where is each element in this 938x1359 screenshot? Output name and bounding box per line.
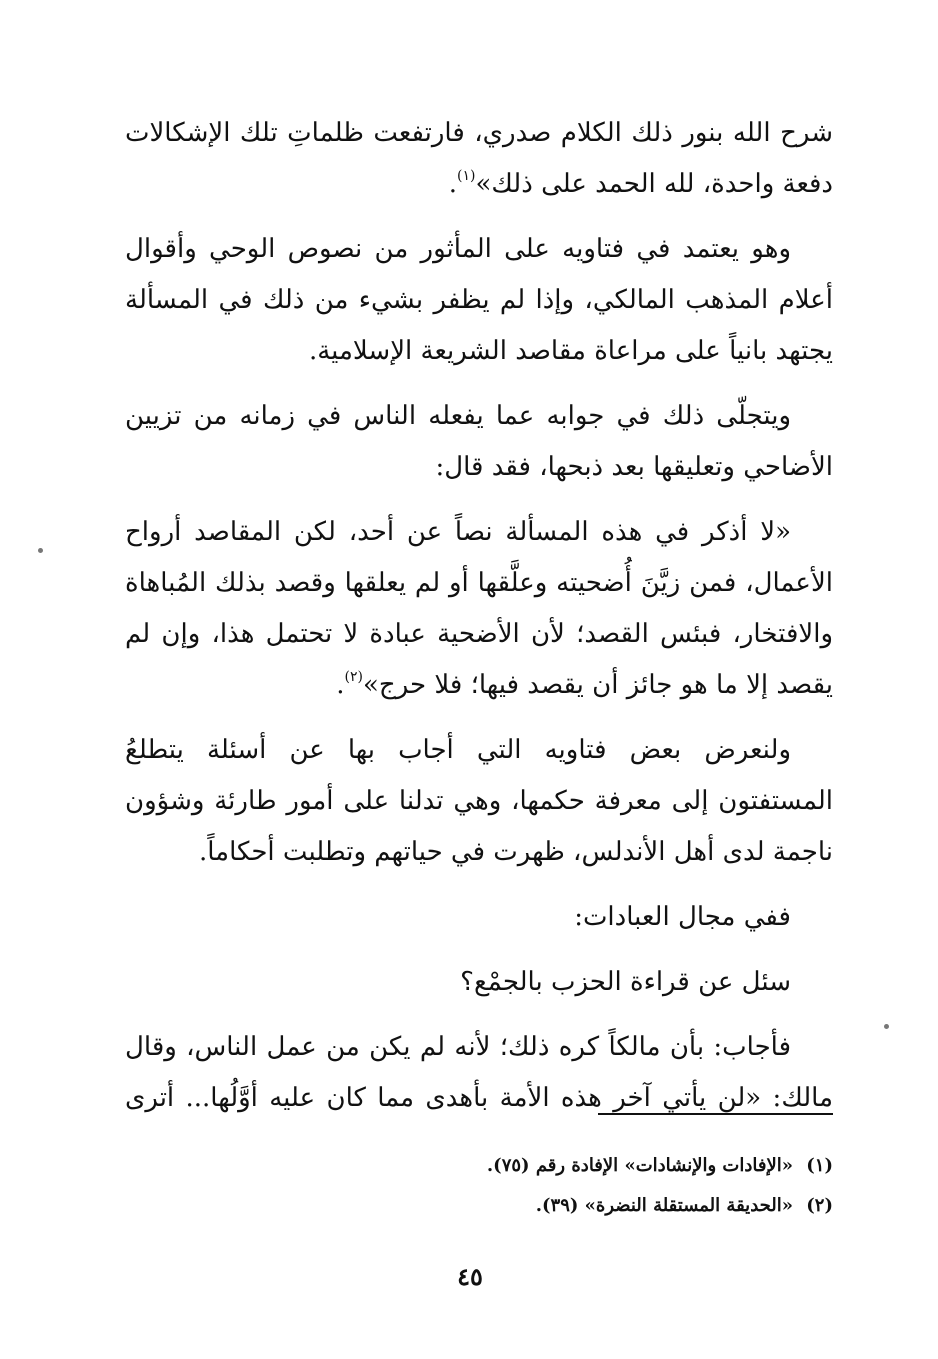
question-line: سئل عن قراءة الحزب بالجمْع؟ <box>460 967 791 997</box>
footnote-ref-2[interactable]: (٢) <box>344 669 364 685</box>
paragraph-4-quote: «لا أذكر في هذه المسألة نصاً عن أحد، لكن المقاصد أرواح الأعمال، فمن زيَّنَ أُضحيته وعلَّقها أو لم يعلقها وقصد بذلك المُباهاة والافتخار، فبئس القصد؛ لأن الأضحية عبادة لا تحتمل هذا، وإن لم يقصد إلا ما هو جائز أن يقصد فيها؛ فلا حرج»$^{(٢)}$. <box>125 517 833 700</box>
footnote-number: (٢) <box>806 1195 833 1216</box>
main-text <box>125 108 833 1138</box>
margin-speck <box>38 548 43 553</box>
footnote-number: (١) <box>806 1155 833 1176</box>
paragraph-3: ويتجلّى ذلك في جوابه عما يفعله الناس في زمانه من تزيين الأضاحي وتعليقها بعد ذبحها، فقد قال: <box>125 401 833 482</box>
paragraph-2: وهو يعتمد في فتاويه على المأثور من نصوص الوحي وأقوال أعلام المذهب المالكي، وإذا لم يظفر بشيء من ذلك في المسألة يجتهد بانياً على مراعاة مقاصد الشريعة الإسلامية. <box>125 234 833 366</box>
footnote-1 <box>125 1146 833 1186</box>
footnote-2 <box>125 1186 833 1226</box>
footnote-text: «الإفادات والإنشادات» الإفادة رقم (٧٥). <box>486 1155 793 1176</box>
section-heading-worship: ففي مجال العبادات: <box>574 902 791 932</box>
footnote-ref-1[interactable]: (١) <box>457 168 476 184</box>
footnote-separator <box>598 1113 833 1115</box>
page-number: ٤٥ <box>457 1262 483 1291</box>
paragraph-1: شرح الله بنور ذلك الكلام صدري، فارتفعت ظلماتِ تلك الإشكالات دفعة واحدة، لله الحمد على ذلك»$^{(١)}$. <box>125 118 833 199</box>
margin-speck <box>884 1024 889 1029</box>
footnote-text: «الحديقة المستقلة النضرة» (٣٩). <box>535 1195 793 1216</box>
footnotes <box>125 1146 833 1226</box>
paragraph-answer: فأجاب: بأن مالكاً كره ذلك؛ لأنه لم يكن من عمل الناس، وقال مالك: «لن يأتي آخر هذه الأمة بأهدى مما كان عليه أوَّلُها... أترى <box>125 1032 833 1113</box>
paragraph-5: ولنعرض بعض فتاويه التي أجاب بها عن أسئلة يتطلعُ المستفتون إلى معرفة حكمها، وهي تدلنا على أمور طارئة وشؤون ناجمة لدى أهل الأندلس، ظهرت في حياتهم وتطلبت أحكاماً. <box>125 735 833 867</box>
